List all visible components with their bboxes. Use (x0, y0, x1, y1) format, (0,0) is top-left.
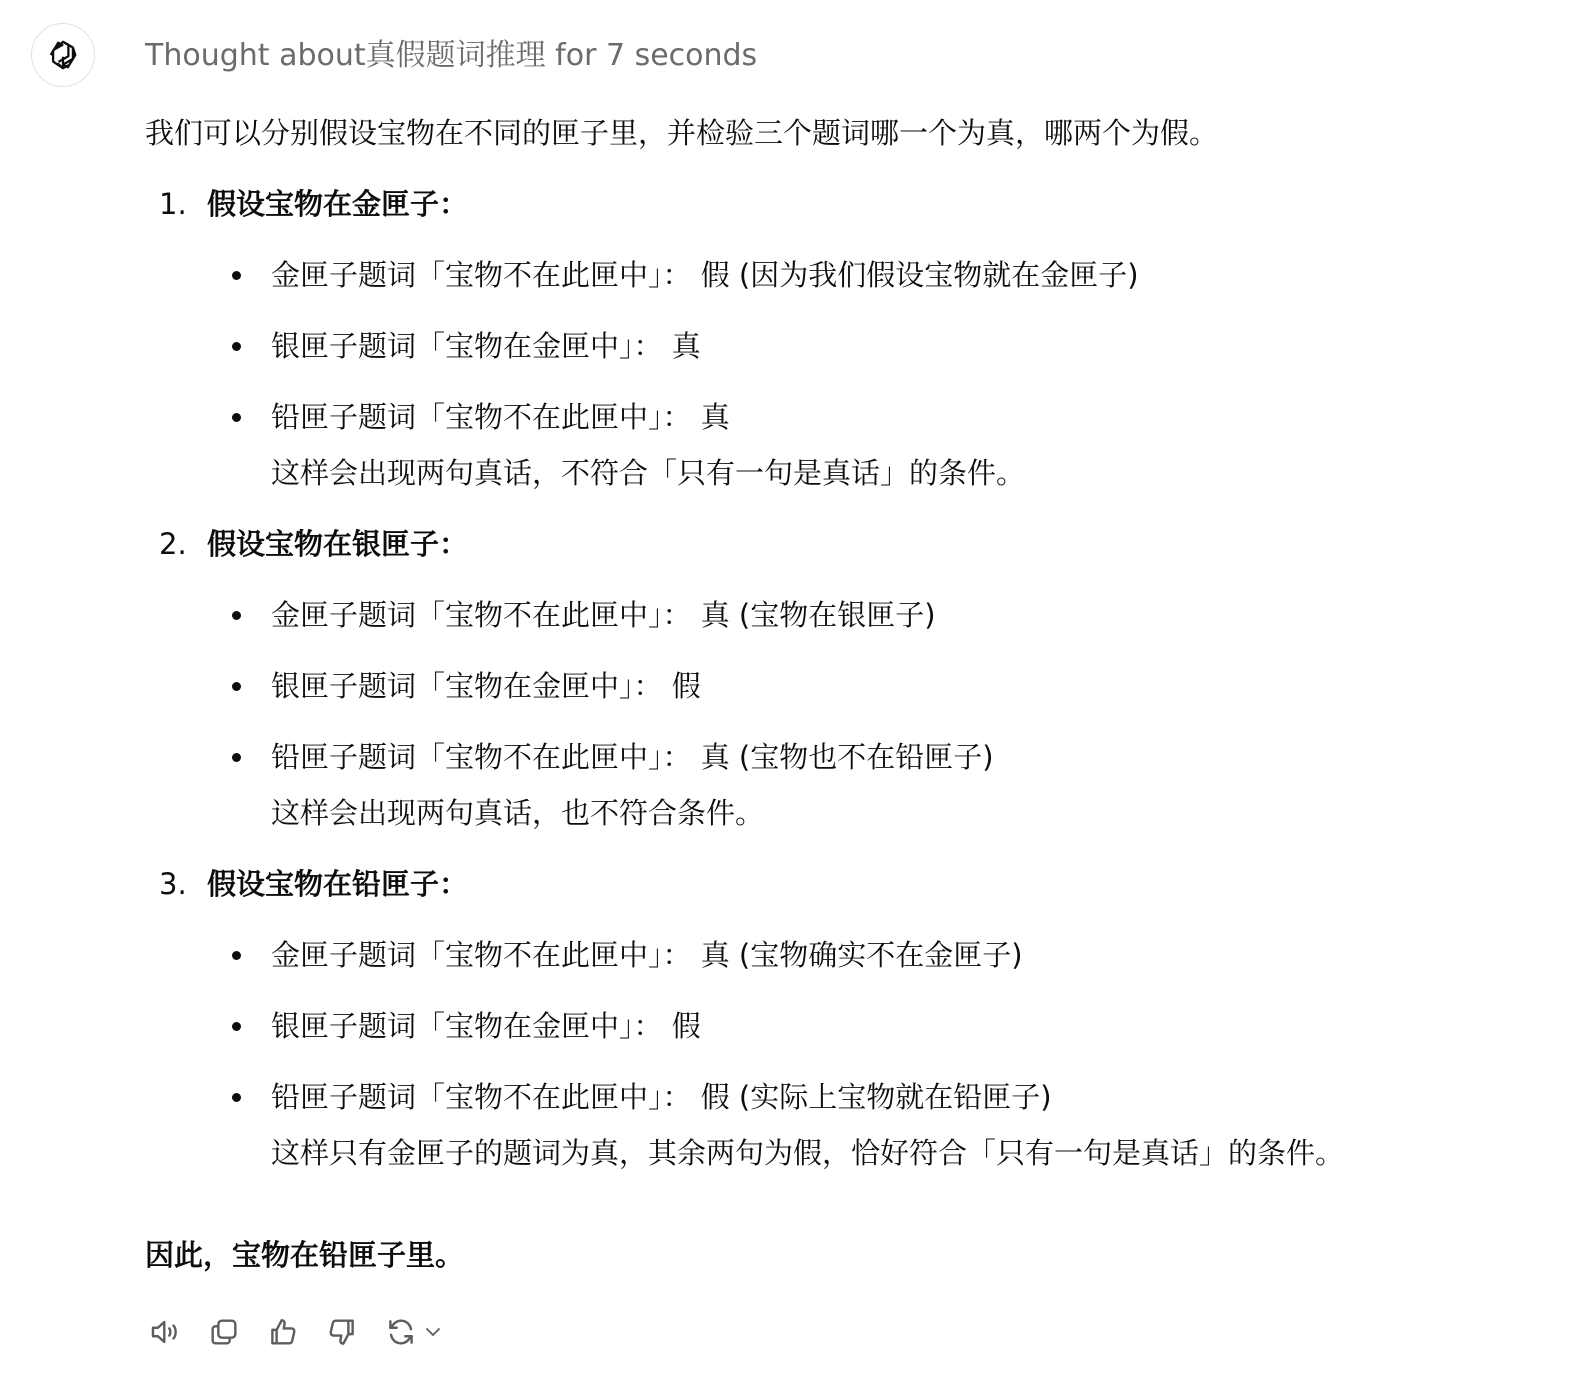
bullet-dot (232, 1093, 241, 1102)
bullet-dot (232, 271, 241, 280)
case-conclusion (145, 450, 1545, 496)
bad-response-button[interactable] (322, 1312, 362, 1352)
refresh-icon (384, 1315, 418, 1349)
thumbs-down-icon (325, 1315, 359, 1349)
chevron-down-icon[interactable] (421, 1320, 445, 1344)
bullet-dot (232, 753, 241, 762)
case-heading (145, 861, 1545, 907)
case-number: 3. (159, 867, 187, 901)
openai-logo-icon (45, 37, 81, 73)
case-1 (145, 181, 1545, 496)
bullet-dot (232, 951, 241, 960)
case-3 (145, 861, 1545, 1176)
case-number: 1. (159, 187, 187, 221)
case-conclusion-text: 这样会出现两句真话，也不符合条件。 (271, 796, 765, 830)
bullet-dot (232, 342, 241, 351)
list-item (145, 394, 1545, 440)
good-response-button[interactable] (263, 1312, 303, 1352)
bullet-text: 银匣子题词「宝物在金匣中」： 假 (271, 669, 701, 703)
bullet-text: 金匣子题词「宝物不在此匣中」： 真 (宝物在银匣子) (271, 598, 936, 632)
bullet-dot (232, 413, 241, 422)
regenerate-button[interactable] (381, 1312, 421, 1352)
assistant-message (145, 110, 1545, 1278)
bullet-text: 银匣子题词「宝物在金匣中」： 真 (271, 329, 701, 363)
list-item (145, 1003, 1545, 1049)
bullet-dot (232, 1022, 241, 1031)
bullet-dot (232, 682, 241, 691)
list-item (145, 1074, 1545, 1120)
intro-paragraph: 我们可以分别假设宝物在不同的匣子里，并检验三个题词哪一个为真，哪两个为假。 (145, 116, 1219, 150)
list-item (145, 252, 1545, 298)
case-conclusion (145, 790, 1545, 836)
bullet-text: 银匣子题词「宝物在金匣中」： 假 (271, 1009, 701, 1043)
list-item (145, 323, 1545, 369)
thumbs-up-icon (266, 1315, 300, 1349)
copy-button[interactable] (204, 1312, 244, 1352)
list-item (145, 592, 1545, 638)
case-bullet-list (145, 932, 1545, 1120)
list-item (145, 734, 1545, 780)
case-bullet-list (145, 592, 1545, 780)
copy-icon (207, 1315, 241, 1349)
bullet-text: 铅匣子题词「宝物不在此匣中」： 假 (实际上宝物就在铅匣子) (271, 1080, 1052, 1114)
case-conclusion-text: 这样会出现两句真话，不符合「只有一句是真话」的条件。 (271, 456, 1026, 490)
list-item (145, 932, 1545, 978)
bullet-text: 铅匣子题词「宝物不在此匣中」： 真 (271, 400, 730, 434)
speaker-icon (148, 1315, 182, 1349)
case-2 (145, 521, 1545, 836)
case-number: 2. (159, 527, 187, 561)
case-heading (145, 181, 1545, 227)
case-conclusion (145, 1130, 1545, 1176)
case-conclusion-text: 这样只有金匣子的题词为真，其余两句为假，恰好符合「只有一句是真话」的条件。 (271, 1136, 1345, 1170)
list-item (145, 663, 1545, 709)
bullet-text: 铅匣子题词「宝物不在此匣中」： 真 (宝物也不在铅匣子) (271, 740, 994, 774)
read-aloud-button[interactable] (145, 1312, 185, 1352)
thought-summary-toggle[interactable]: Thought about真假题词推理 for 7 seconds (145, 38, 758, 73)
message-action-bar (145, 1312, 445, 1352)
case-bullet-list (145, 252, 1545, 440)
case-heading (145, 521, 1545, 567)
assistant-avatar (31, 23, 95, 87)
bullet-text: 金匣子题词「宝物不在此匣中」： 真 (宝物确实不在金匣子) (271, 938, 1023, 972)
case-title: 假设宝物在银匣子： (207, 527, 469, 561)
final-answer: 因此，宝物在铅匣子里。 (145, 1238, 465, 1272)
case-title: 假设宝物在金匣子： (207, 187, 469, 221)
case-title: 假设宝物在铅匣子： (207, 867, 469, 901)
bullet-text: 金匣子题词「宝物不在此匣中」： 假 (因为我们假设宝物就在金匣子) (271, 258, 1139, 292)
bullet-dot (232, 611, 241, 620)
regenerate-control[interactable] (381, 1312, 445, 1352)
